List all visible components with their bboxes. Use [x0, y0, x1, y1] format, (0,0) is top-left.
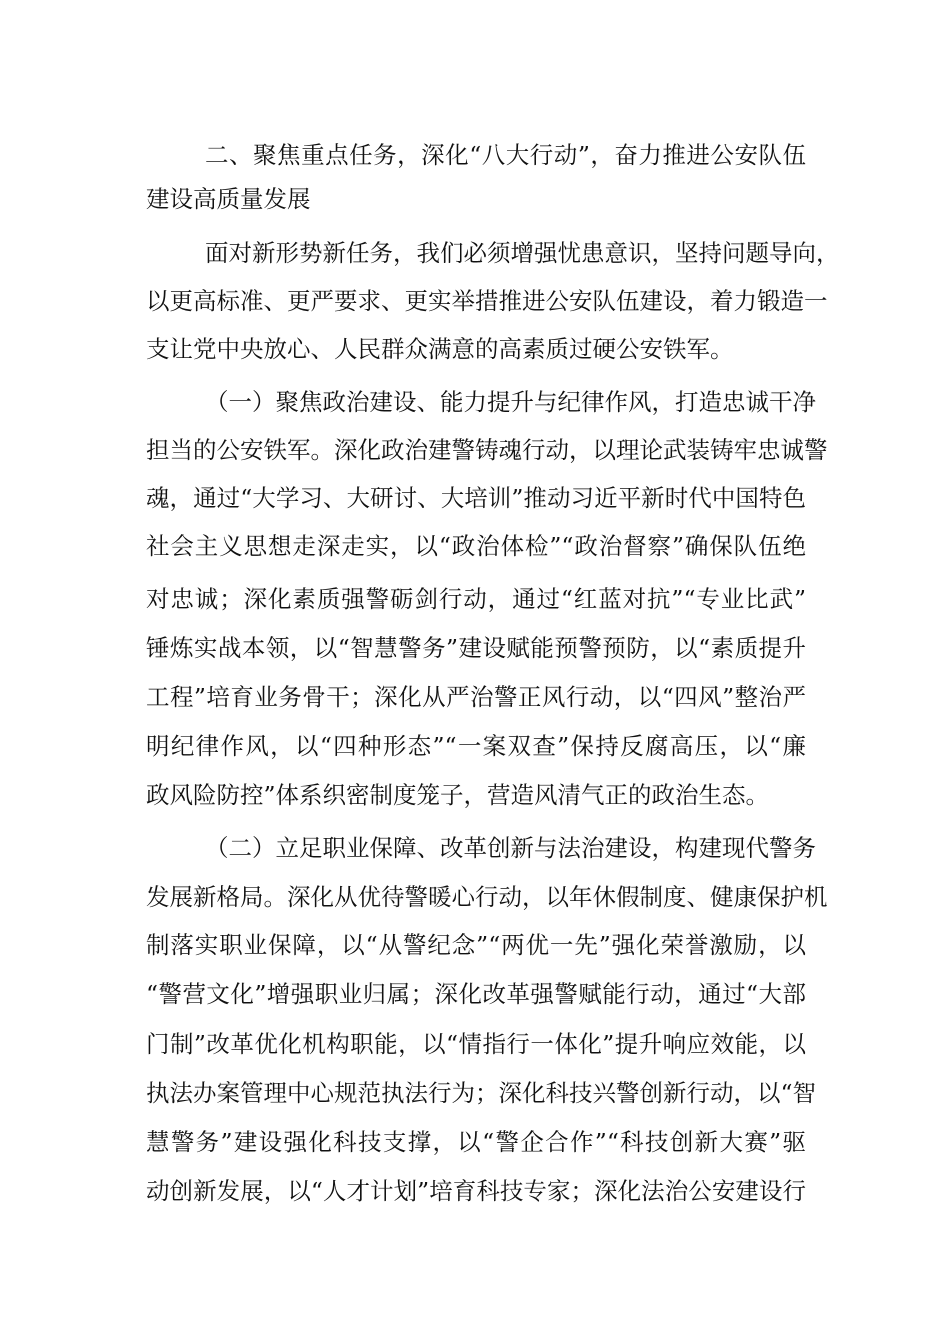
paragraph-line: “警营文化”增强职业归属；深化改革强警赋能行动，通过“大部 — [146, 980, 806, 1008]
paragraph-line: 社会主义思想走深走实，以“政治体检”“政治督察”确保队伍绝 — [146, 532, 806, 560]
paragraph-line: 锤炼实战本领，以“智慧警务”建设赋能预警预防，以“素质提升 — [146, 634, 806, 662]
paragraph-line: 魂，通过“大学习、大研讨、大培训”推动习近平新时代中国特色 — [146, 484, 806, 512]
paragraph-line: 支让党中央放心、人民群众满意的高素质过硬公安铁军。 — [146, 335, 734, 363]
paragraph-line: 对忠诚；深化素质强警砺剑行动，通过“红蓝对抗”“专业比武” — [146, 585, 806, 613]
paragraph-line: （二）立足职业保障、改革创新与法治建设，构建现代警务 — [205, 834, 816, 862]
section-heading-line-2: 建设高质量发展 — [146, 185, 311, 213]
paragraph-line: 担当的公安铁军。深化政治建警铸魂行动，以理论武装铸牢忠诚警 — [146, 436, 828, 464]
section-heading-line-1: 二、聚焦重点任务，深化“八大行动”，奋力推进公安队伍 — [205, 141, 806, 169]
paragraph-line: 明纪律作风，以“四种形态”“一案双查”保持反腐高压，以“廉 — [146, 732, 806, 760]
paragraph-line: 发展新格局。深化从优待警暖心行动，以年休假制度、健康保护机 — [146, 883, 828, 911]
paragraph-line: （一）聚焦政治建设、能力提升与纪律作风，打造忠诚干净 — [205, 388, 816, 416]
paragraph-line: 慧警务”建设强化科技支撑，以“警企合作”“科技创新大赛”驱 — [146, 1128, 806, 1156]
paragraph-line: 工程”培育业务骨干；深化从严治警正风行动，以“四风”整治严 — [146, 683, 806, 711]
paragraph-line: 政风险防控”体系织密制度笼子，营造风清气正的政治生态。 — [146, 781, 770, 809]
paragraph-line: 以更高标准、更严要求、更实举措推进公安队伍建设，着力锻造一 — [146, 287, 828, 315]
paragraph-line: 面对新形势新任务，我们必须增强忧患意识，坚持问题导向， — [205, 239, 840, 267]
paragraph-line: 门制”改革优化机构职能，以“情指行一体化”提升响应效能，以 — [146, 1030, 806, 1058]
paragraph-line: 动创新发展，以“人才计划”培育科技专家；深化法治公安建设行 — [146, 1177, 806, 1205]
paragraph-line: 执法办案管理中心规范执法行为；深化科技兴警创新行动，以“智 — [146, 1079, 817, 1107]
paragraph-line: 制落实职业保障，以“从警纪念”“两优一先”强化荣誉激励，以 — [146, 931, 806, 959]
